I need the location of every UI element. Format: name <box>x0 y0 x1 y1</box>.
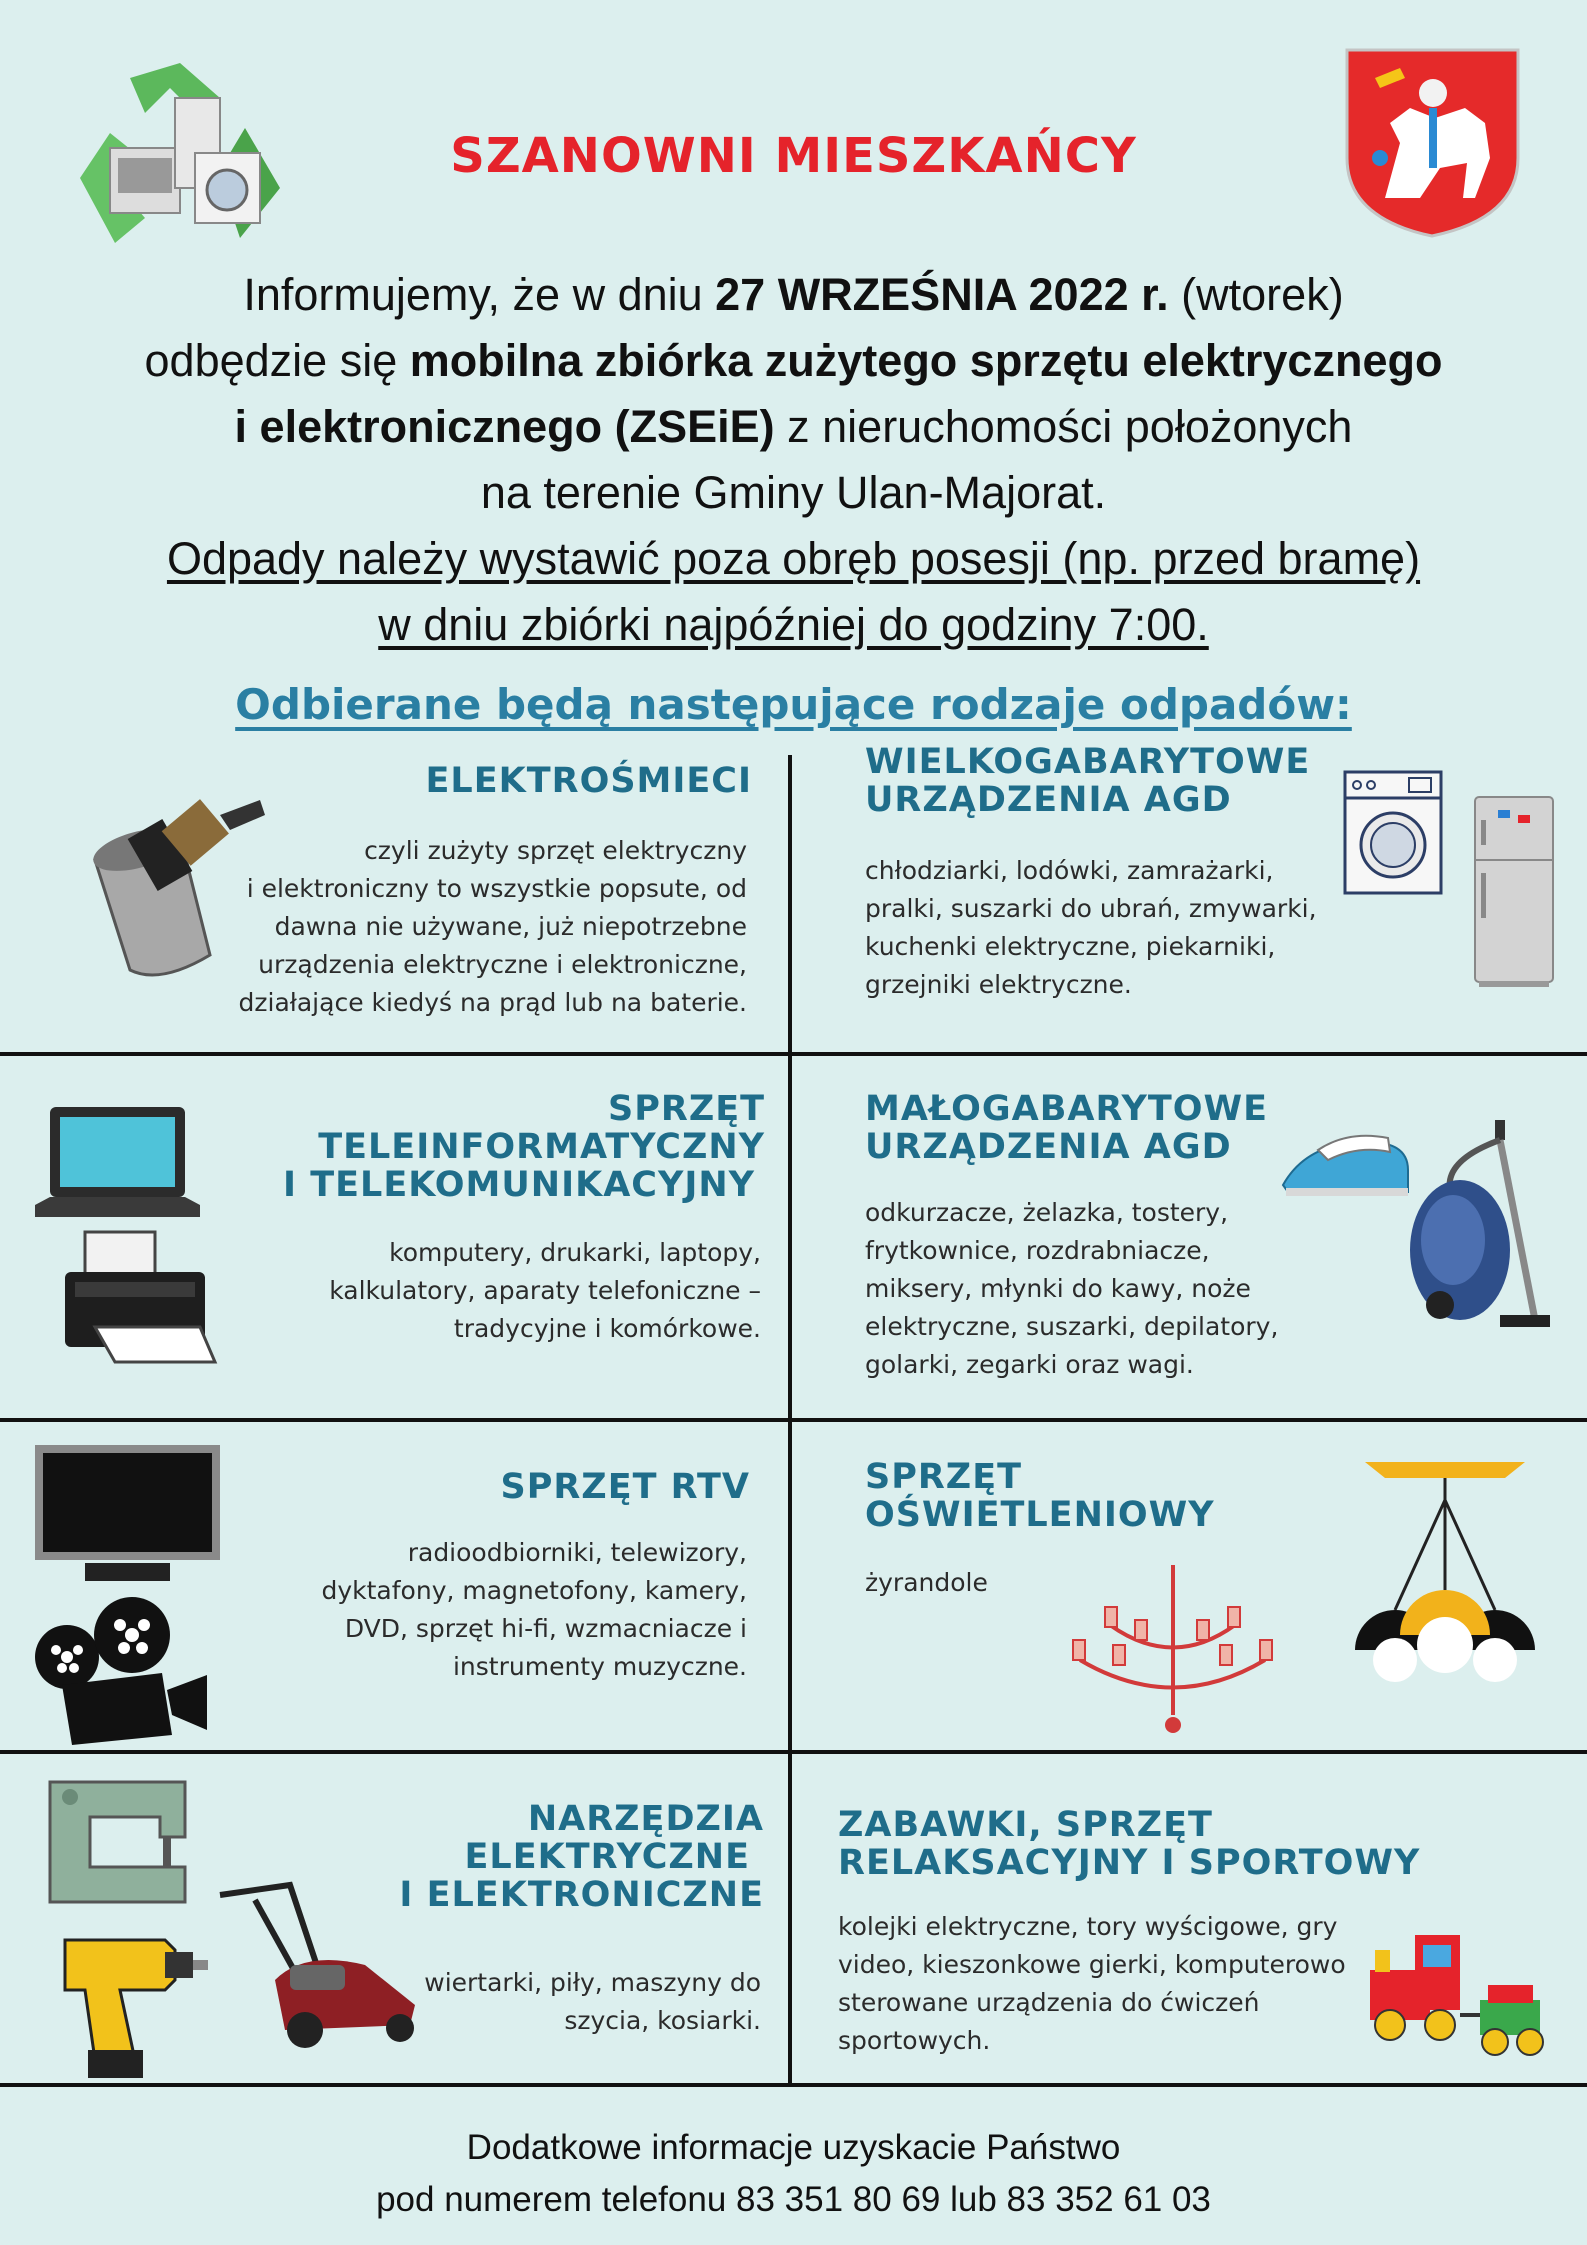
tv-icon <box>35 1445 225 1585</box>
sewing-machine-icon <box>45 1777 195 1907</box>
section-desc-zabawki: kolejki elektryczne, tory wyścigowe, gry video, kieszonkowe gierki, komputerowo sterowane urządzenia do ćwiczeń sportowych. <box>838 1912 1346 2055</box>
chandelier-icon <box>1065 1565 1280 1740</box>
section-desc-wielkogabarytowe: chłodziarki, lodówki, zamrażarki, pralki, suszarki do ubrań, zmywarki, kuchenki elektryczne, piekarniki, grzejniki elektryczne. <box>865 856 1317 999</box>
section-desc-oswietleniowy: żyrandole <box>865 1568 988 1597</box>
section-title-wielkogabarytowe: WIELKOGABARYTOWE URZĄDZENIA AGD <box>865 742 1311 820</box>
lawn-mower-icon <box>215 1880 420 2050</box>
grid-divider-1 <box>0 1052 1587 1056</box>
section-desc-teleinformatyczny: komputery, drukarki, laptopy, kalkulatory, aparaty telefoniczne – tradycyjne i komórkowe. <box>329 1238 761 1343</box>
washing-machine-icon <box>1343 770 1443 895</box>
fridge-icon <box>1473 795 1555 990</box>
grid-divider-2 <box>0 1418 1587 1422</box>
coat-of-arms-icon <box>1345 48 1520 238</box>
drill-icon <box>60 1920 210 2080</box>
footer-contact: Dodatkowe informacje uzyskacie Państwo pod numerem telefonu 83 351 80 69 lub 83 352 61 03 <box>376 2128 1211 2219</box>
waste-types-heading: Odbierane będą następujące rodzaje odpadów: <box>235 680 1352 729</box>
film-camera-icon <box>32 1595 212 1745</box>
instruction-line-1: Odpady należy wystawić poza obręb posesji (np. przed bramę) <box>166 533 1421 584</box>
instruction-line-2: w dniu zbiórki najpóźniej do godziny 7:00. <box>378 599 1209 650</box>
iron-icon <box>1278 1130 1413 1200</box>
intro-text: Informujemy, że w dniu 27 WRZEŚNIA 2022 r. (wtorek) odbędzie się mobilna zbiórka zużytego sprzętu elektrycznego i elektronicznego (ZSEiE) z nieruchomości położonych na terenie Gminy Ulan-Majorat. Odpady należy wystawić poza obręb posesji (np. przed bramę) w dniu zbiórki najpóźniej do godziny 7:00. <box>144 269 1443 650</box>
section-title-malogabarytowe: MAŁOGABARYTOWE URZĄDZENIA AGD <box>865 1089 1268 1167</box>
section-desc-narzedzia: wiertarki, piły, maszyny do szycia, kosiarki. <box>424 1968 761 2035</box>
section-title-narzedzia: NARZĘDZIA ELEKTRYCZNE I ELEKTRONICZNE <box>399 1799 764 1915</box>
vacuum-cleaner-icon <box>1405 1120 1550 1340</box>
grid-divider-3 <box>0 1750 1587 1754</box>
section-title-zabawki: ZABAWKI, SPRZĘT RELAKSACYJNY I SPORTOWY <box>838 1805 1421 1883</box>
section-title-oswietleniowy: SPRZĘT OŚWIETLENIOWY <box>865 1457 1215 1535</box>
section-desc-malogabarytowe: odkurzacze, żelazka, tostery, frytkownice, rozdrabniacze, miksery, młynki do kawy, noże elektryczne, suszarki, depilatory, golarki, zegarki oraz wagi. <box>865 1198 1279 1379</box>
laptop-icon <box>35 1105 200 1225</box>
section-title-elektrosmieci: ELEKTROŚMIECI <box>425 761 752 801</box>
trash-bin-icon <box>70 795 270 980</box>
ceiling-lamp-icon <box>1355 1460 1535 1685</box>
section-desc-rtv: radioodbiorniki, telewizory, dyktafony, magnetofony, kamery, DVD, sprzęt hi-fi, wzmacniacze i instrumenty muzyczne. <box>321 1538 747 1681</box>
printer-icon <box>60 1232 220 1372</box>
section-desc-elektrosmieci: czyli zużyty sprzęt elektryczny i elektroniczny to wszystkie popsute, od dawna nie używane, już niepotrzebne urządzenia elektryczne i elektroniczne, działające kiedyś na prąd lub na baterie. <box>238 836 747 1017</box>
page-title: SZANOWNI MIESZKAŃCY <box>450 128 1137 184</box>
section-title-rtv: SPRZĘT RTV <box>500 1467 750 1507</box>
toy-train-icon <box>1360 1930 1555 2065</box>
section-title-teleinformatyczny: SPRZĘT TELEINFORMATYCZNY I TELEKOMUNIKACYJNY <box>283 1089 765 1205</box>
grid-divider-4 <box>0 2083 1587 2087</box>
